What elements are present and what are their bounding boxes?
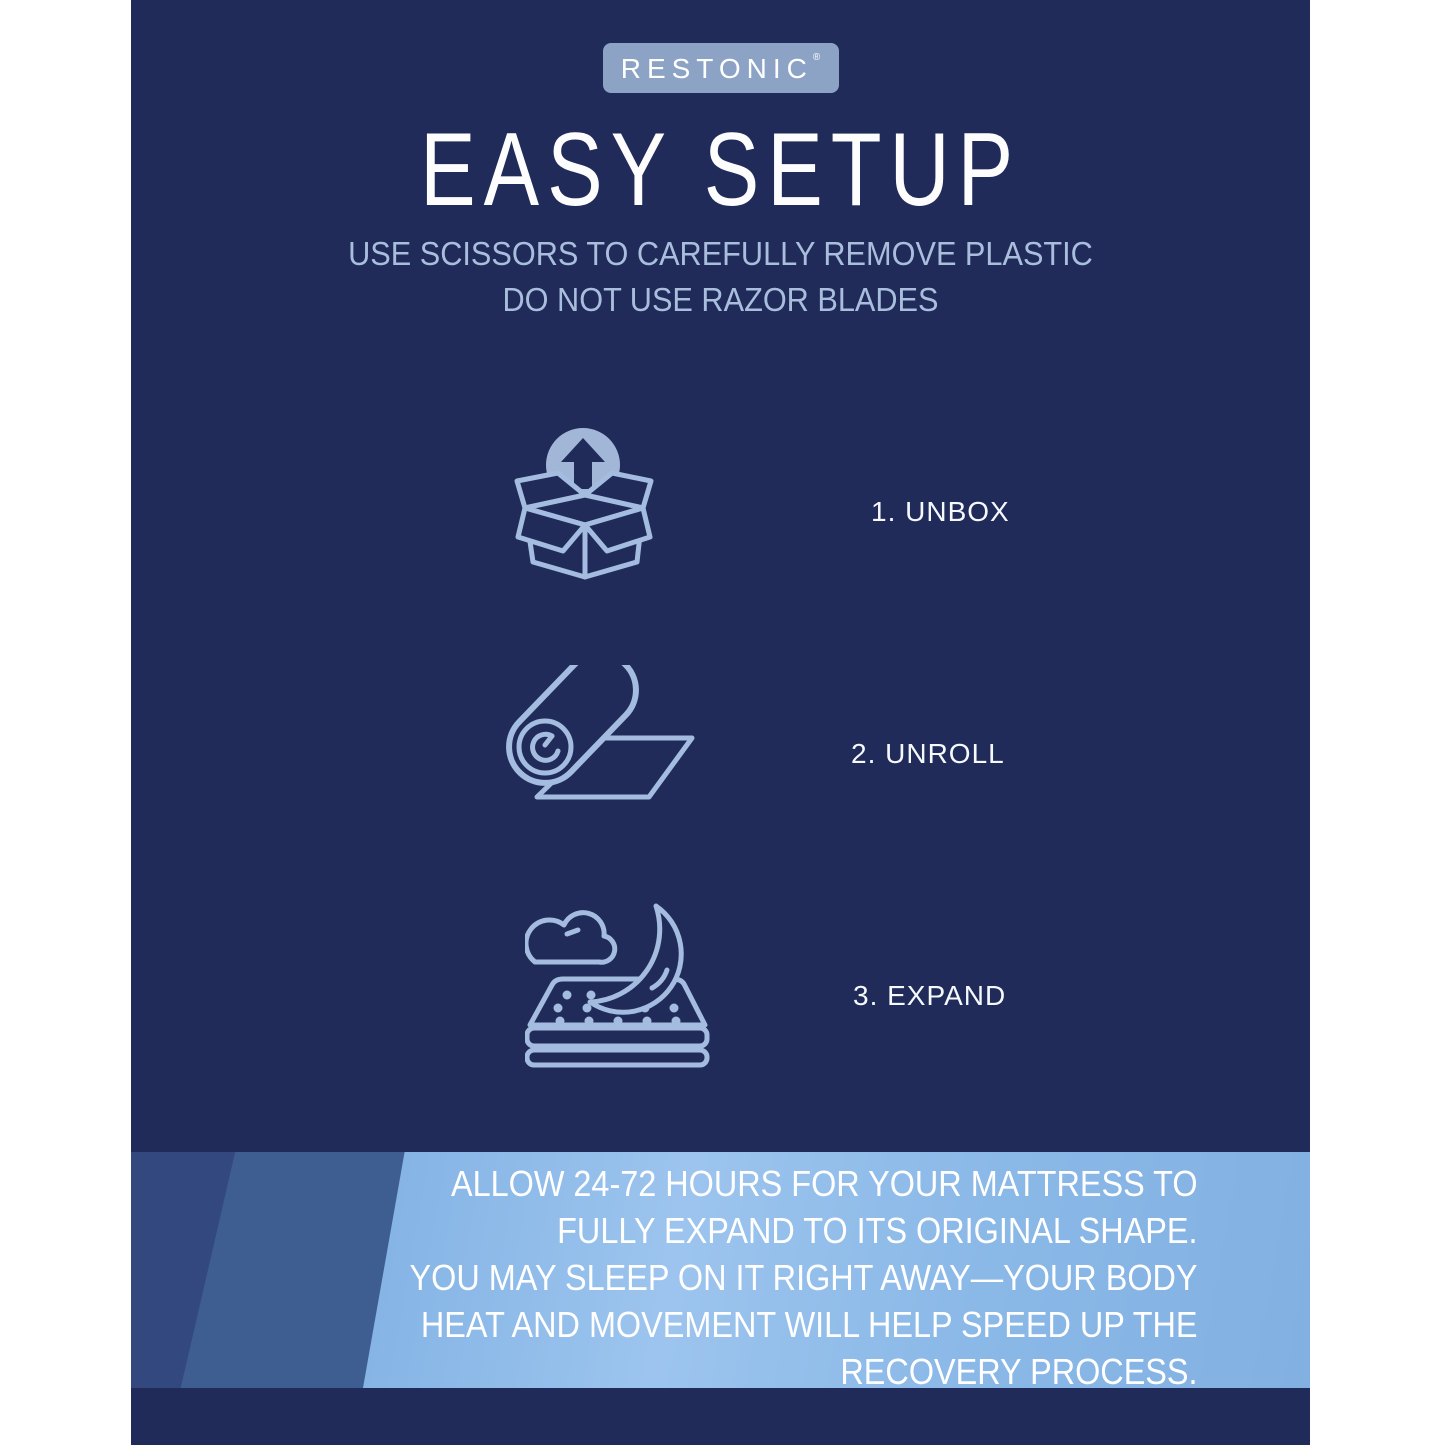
page-title: [131, 112, 1310, 228]
subtitle-line-1: USE SCISSORS TO CAREFULLY REMOVE PLASTIC: [348, 235, 1093, 272]
footer-band: [131, 1152, 1310, 1388]
step-label-unroll: 2. UNROLL: [851, 738, 1005, 769]
unbox-icon: [500, 425, 680, 590]
page-title-text: EASY SETUP: [420, 112, 1021, 228]
step-label-expand: 3. EXPAND: [853, 980, 1007, 1011]
footer-text: [410, 1160, 1198, 1388]
expand-icon: [525, 900, 715, 1080]
brand-badge: [603, 43, 839, 93]
cloud-icon: [526, 913, 615, 963]
footer-line-4: HEAT AND MOVEMENT WILL HELP SPEED UP THE: [421, 1304, 1198, 1345]
registered-mark: ®: [812, 51, 821, 63]
footer-line-5: RECOVERY PROCESS.: [840, 1351, 1198, 1388]
footer-line-3: YOU MAY SLEEP ON IT RIGHT AWAY—YOUR BODY: [410, 1257, 1198, 1298]
brand-wordmark: [621, 52, 821, 85]
mattress-band-top: [527, 1028, 707, 1046]
step-label-unbox: 1. UNBOX: [871, 496, 1010, 527]
footer-line-1: ALLOW 24-72 HOURS FOR YOUR MATTRESS TO: [451, 1163, 1198, 1204]
brand-name: RESTONIC: [620, 52, 813, 84]
subtitle-line-2: DO NOT USE RAZOR BLADES: [502, 281, 939, 318]
footer-line-2: FULLY EXPAND TO ITS ORIGINAL SHAPE.: [557, 1210, 1198, 1251]
mattress-band-bottom: [527, 1050, 707, 1065]
unroll-icon: [500, 665, 700, 805]
subtitle: [172, 231, 1268, 323]
